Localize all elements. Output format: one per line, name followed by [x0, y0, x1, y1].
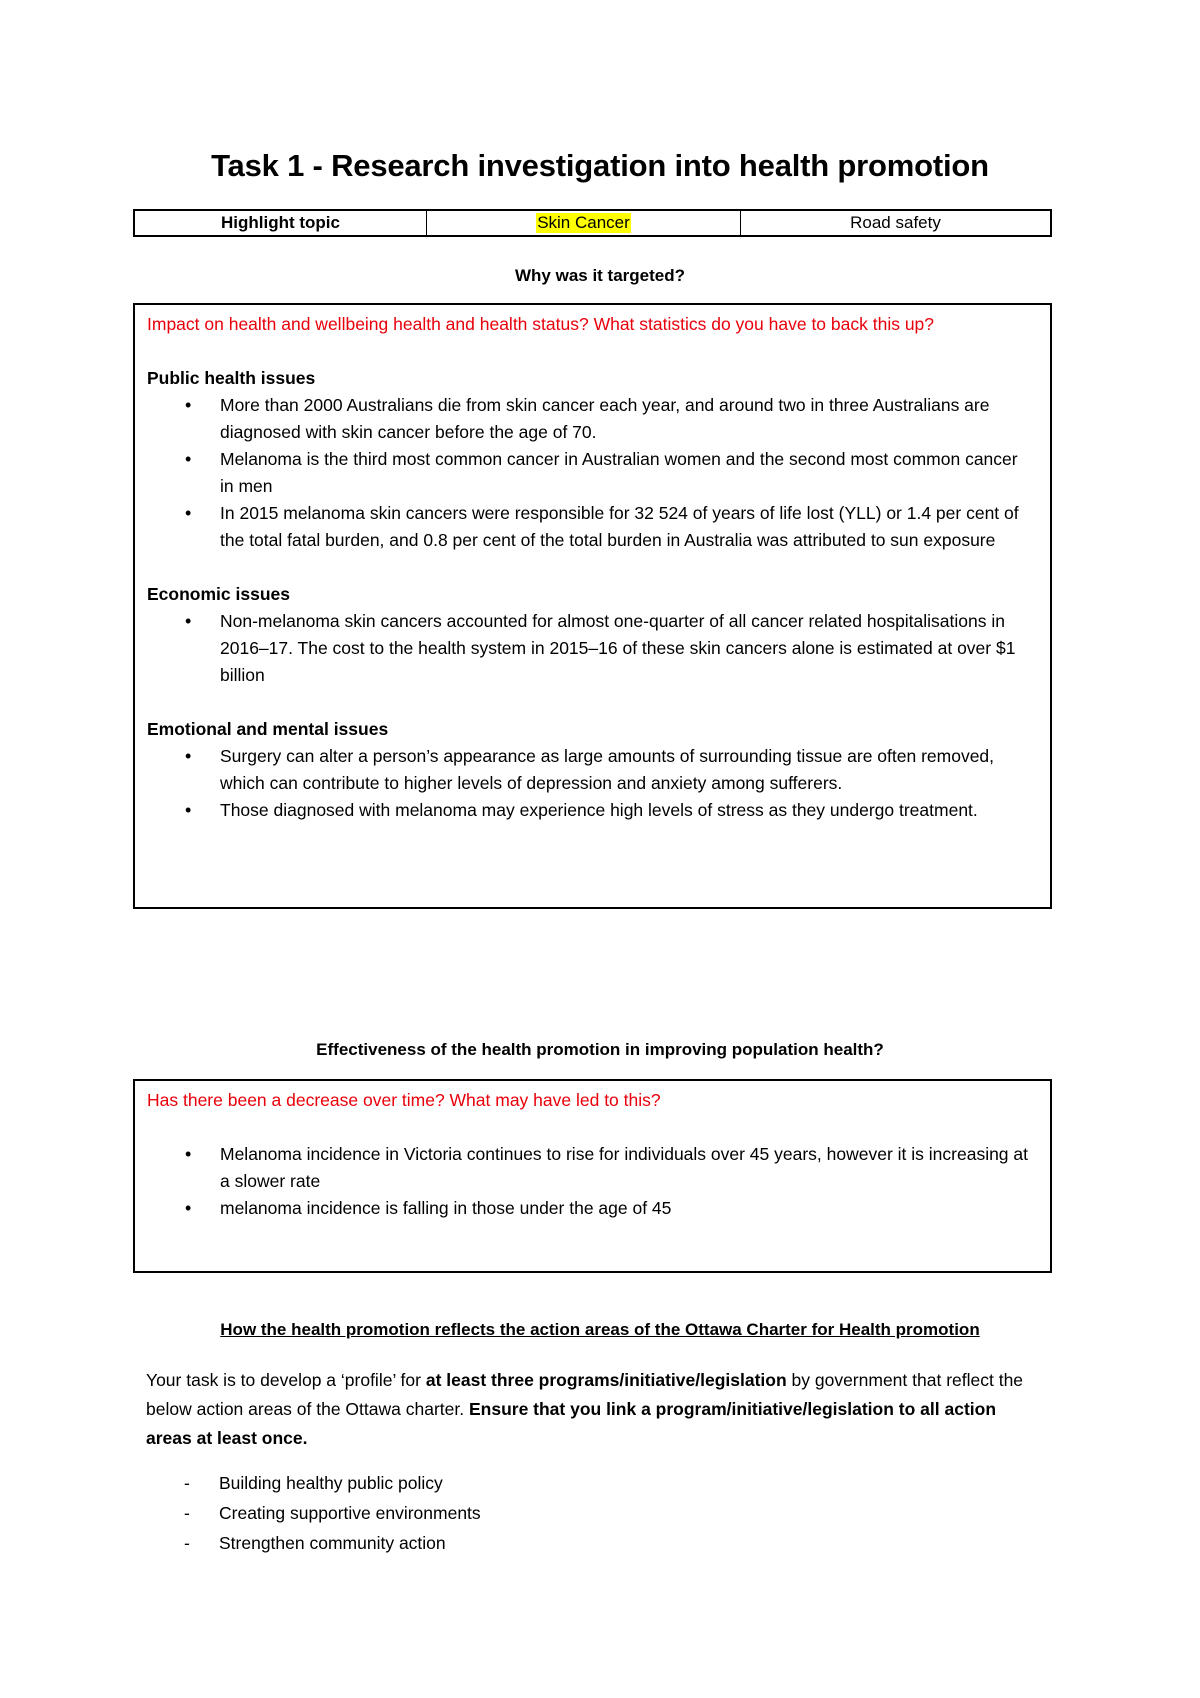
ottawa-heading: How the health promotion reflects the action areas of the Ottawa Charter for Health promotion	[220, 1320, 980, 1339]
instructions-text: Your task is to develop a ‘profile’ for	[146, 1370, 426, 1390]
instructions-text: by government that reflect the below action areas of the Ottawa charter.	[146, 1370, 1024, 1419]
task-instructions	[146, 1366, 1046, 1453]
list-item: - Building healthy public policy	[146, 1468, 481, 1498]
list-item: - Creating supportive environments	[146, 1498, 481, 1528]
why-answer-box[interactable]	[133, 303, 1052, 909]
effectiveness-list	[147, 1141, 1030, 1222]
list-item: • In 2015 melanoma skin cancers were responsible for 32 524 of years of life lost (YLL) or 1.4 per cent of the total fatal burden, and 0.8 per cent of the total burden in Australia was attributed to sun exposure	[147, 500, 1030, 554]
list-item: • Melanoma is the third most common cancer in Australian women and the second most common cancer in men	[147, 446, 1030, 500]
topic-option-highlighted-label: Skin Cancer	[537, 213, 630, 232]
list-item: • Those diagnosed with melanoma may experience high levels of stress as they undergo treatment.	[147, 797, 1030, 824]
economic-list	[147, 608, 1030, 689]
topic-label: Highlight topic	[221, 213, 340, 232]
page-title: Task 1 - Research investigation into health promotion	[211, 148, 989, 183]
list-item: • melanoma incidence is falling in those under the age of 45	[147, 1195, 1030, 1222]
effectiveness-heading: Effectiveness of the health promotion in improving population health?	[316, 1040, 884, 1059]
public-health-list	[147, 392, 1030, 554]
why-heading: Why was it targeted?	[514, 266, 686, 285]
why-prompt: Impact on health and wellbeing health and health status? What statistics do you have to back this up?	[147, 314, 935, 334]
emotional-list	[147, 743, 1030, 824]
list-item: • More than 2000 Australians die from skin cancer each year, and around two in three Australians are diagnosed with skin cancer before the age of 70.	[147, 392, 1030, 446]
instructions-bold: at least three programs/initiative/legislation	[425, 1370, 787, 1390]
list-item: - Strengthen community action	[146, 1528, 481, 1558]
effectiveness-prompt: Has there been a decrease over time? What may have led to this?	[147, 1090, 661, 1110]
economic-heading: Economic issues	[147, 584, 290, 604]
list-item: • Surgery can alter a person’s appearance as large amounts of surrounding tissue are often removed, which can contribute to higher levels of depression and anxiety among sufferers.	[147, 743, 1030, 797]
topic-option-label: Road safety	[850, 213, 941, 232]
effectiveness-answer-box[interactable]	[133, 1079, 1052, 1273]
topic-label-cell	[135, 211, 427, 235]
topic-table	[133, 209, 1052, 237]
action-areas-list	[146, 1468, 481, 1558]
topic-option-skin-cancer[interactable]	[427, 211, 741, 235]
emotional-heading: Emotional and mental issues	[147, 719, 389, 739]
list-item: • Non-melanoma skin cancers accounted for almost one-quarter of all cancer related hospitalisations in 2016–17. The cost to the health system in 2015–16 of these skin cancers alone is estimated at over $1 billion	[147, 608, 1030, 689]
instructions-bold: Ensure that you link a program/initiative/legislation to all action areas at least once.	[146, 1399, 997, 1448]
public-health-heading: Public health issues	[147, 368, 316, 388]
list-item: • Melanoma incidence in Victoria continues to rise for individuals over 45 years, however it is increasing at a slower rate	[147, 1141, 1030, 1195]
topic-option-road-safety[interactable]	[741, 211, 1050, 235]
